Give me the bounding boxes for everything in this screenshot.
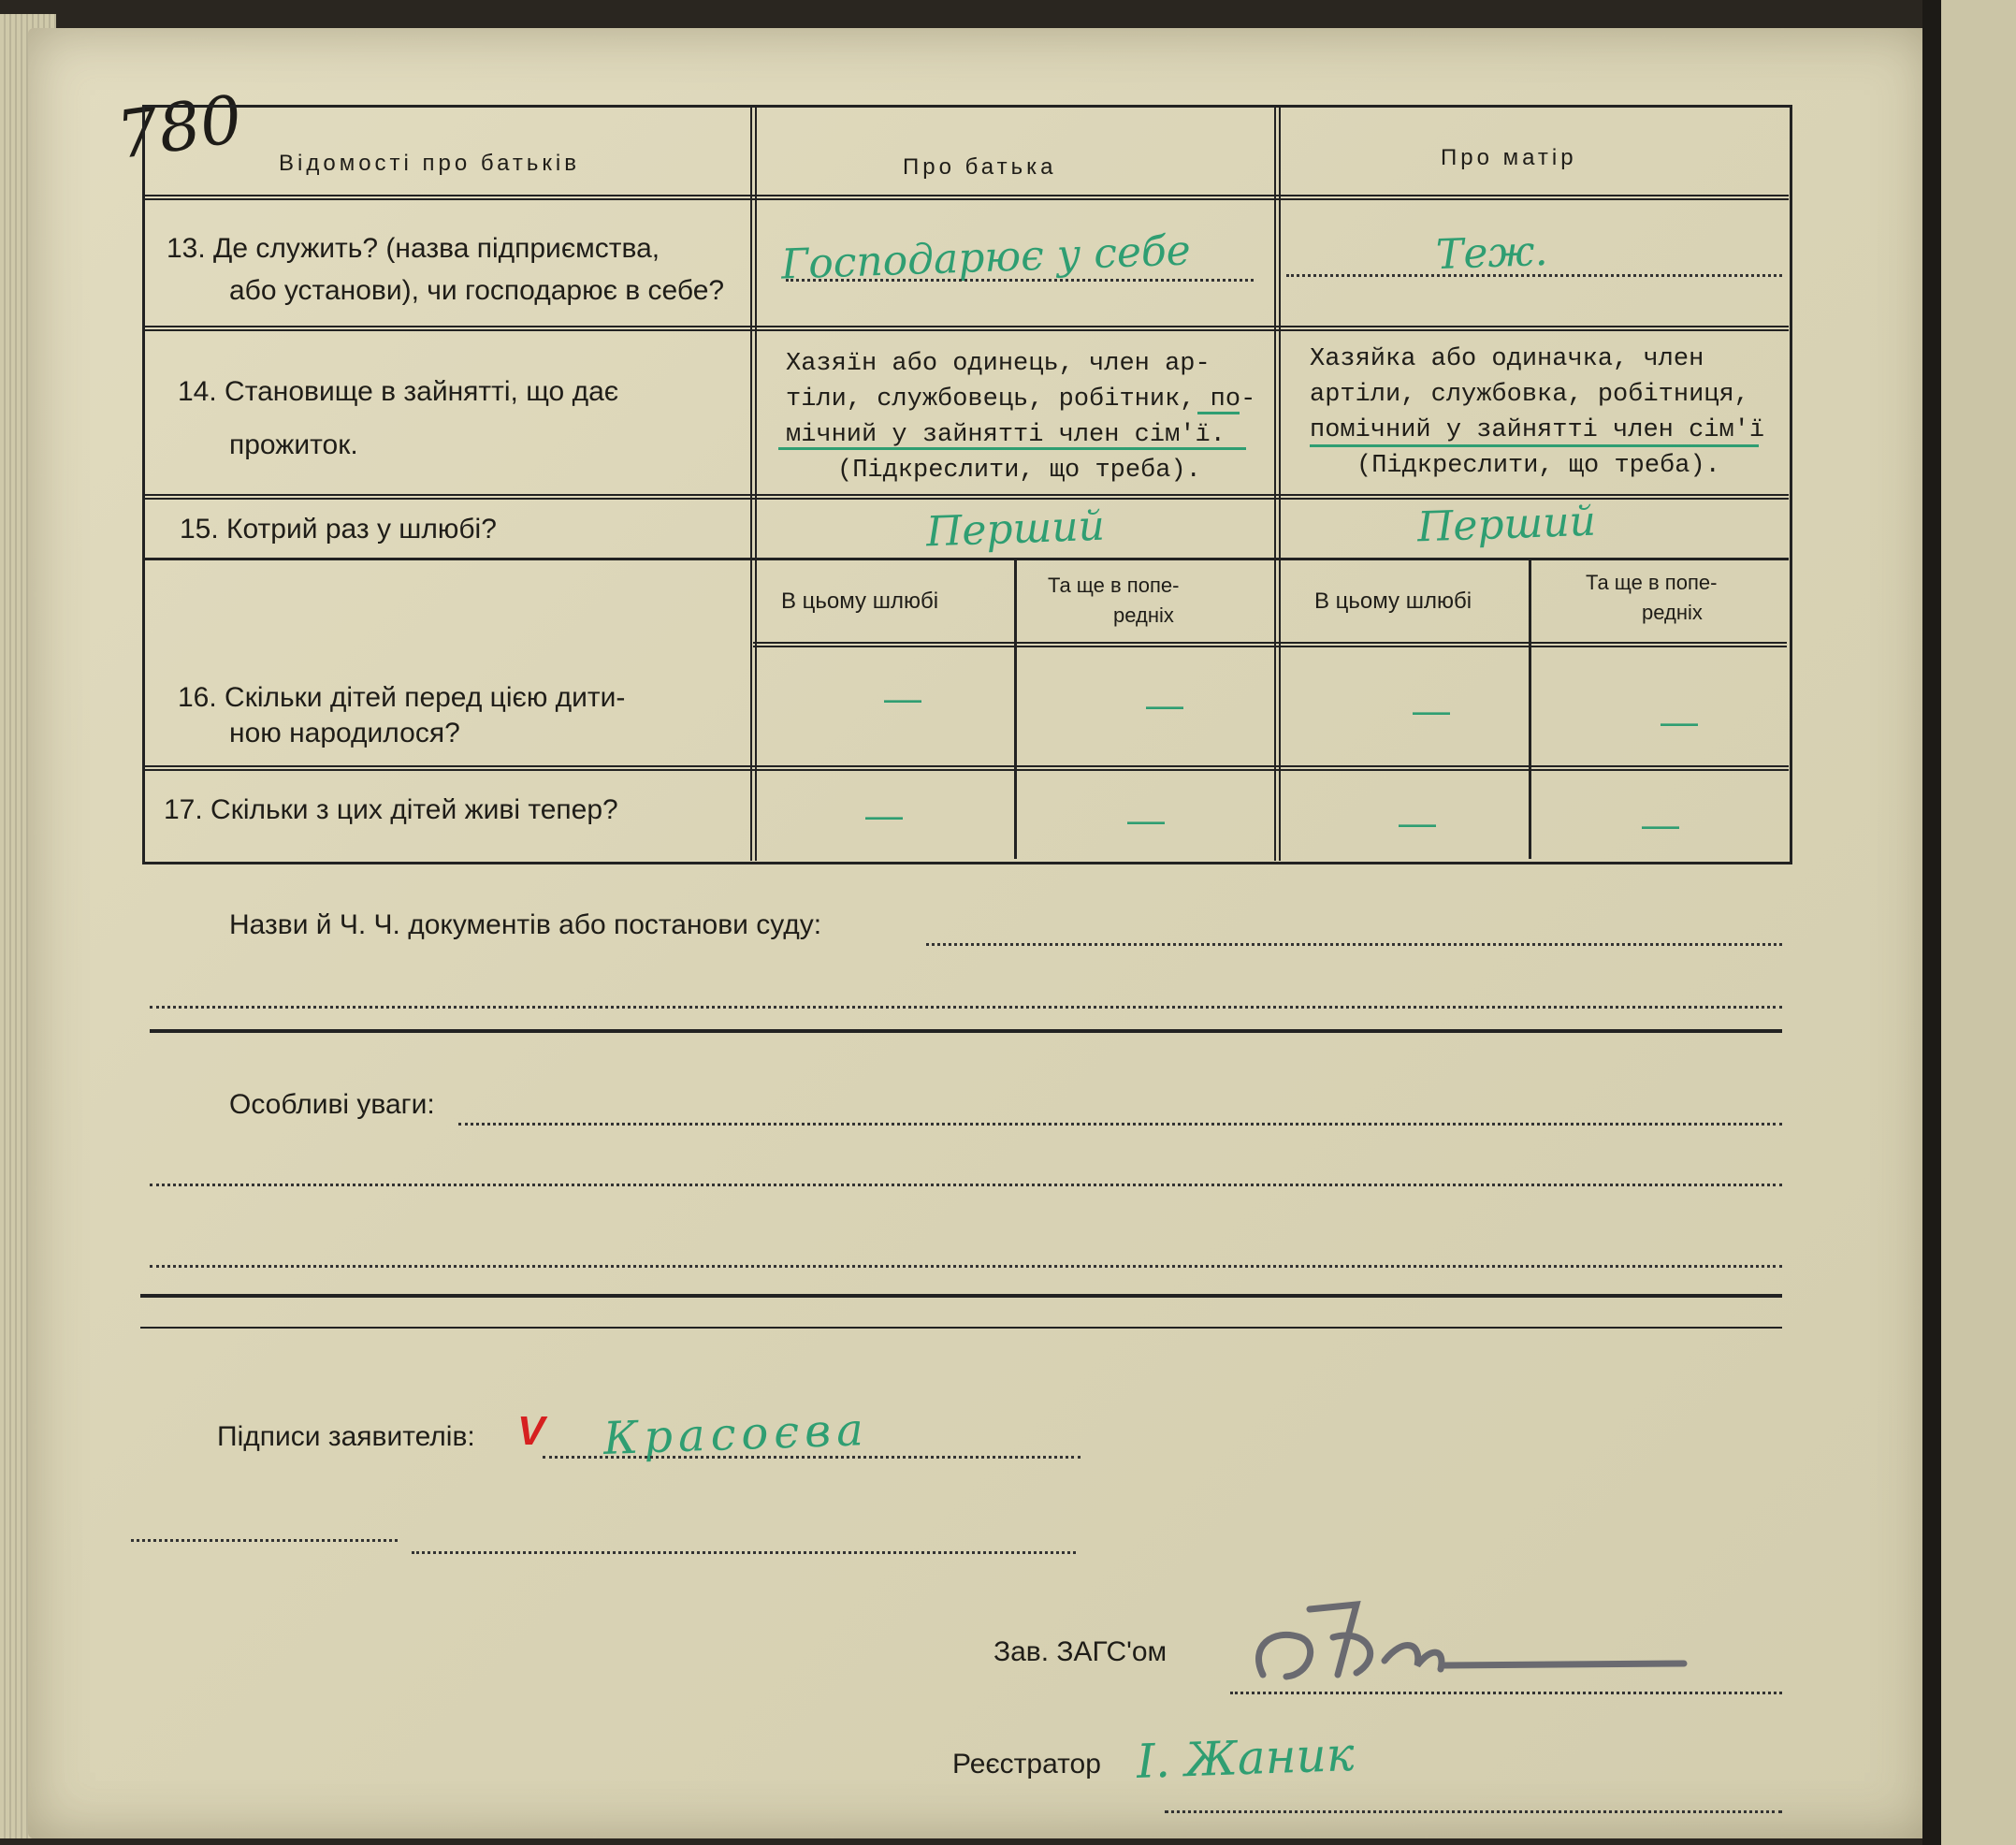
q14-mother-line1: Хазяйка або одиначка, член — [1310, 345, 1704, 373]
q16-father-previous-line2: редніх — [1113, 603, 1174, 627]
q14-father-line2: тіли, службовець, робітник, по- — [786, 385, 1256, 414]
q13-father-answer: Господарює у себе — [780, 226, 1192, 289]
q13-label-line2: або установи), чи господарює в себе? — [229, 275, 725, 306]
header-parents-info: Відомості про батьків — [279, 151, 580, 176]
registrar-signature-line — [1165, 1810, 1782, 1813]
notes-label: Особливі уваги: — [229, 1089, 435, 1120]
q17-answer-3: — — [1399, 803, 1436, 844]
subcol-divider-mother — [1529, 559, 1531, 859]
documents-line-1 — [926, 943, 1782, 946]
q17-answer-4: — — [1642, 805, 1679, 846]
q16-label-line1: 16. Скільки дітей перед цією дити- — [178, 682, 626, 713]
q16-mother-previous-line2: редніх — [1642, 601, 1703, 624]
page-number: 780 — [111, 80, 247, 174]
notes-line-2 — [150, 1184, 1782, 1186]
q14-mother-underline — [1310, 444, 1759, 447]
registrar-signature: І. Жаник — [1136, 1726, 1356, 1790]
q13-label-line1: 13. Де служить? (назва підприємства, — [167, 233, 660, 264]
q16-father-previous-line1: Та ще в попе- — [1048, 574, 1180, 597]
notes-separator-1 — [140, 1294, 1782, 1298]
applicants-signature-label: Підписи заявителів: — [217, 1421, 475, 1452]
q16-label-line2: ною народилося? — [229, 718, 460, 748]
q14-mother-line3: помічний у зайнятті член сім'ї — [1310, 416, 1765, 444]
header-mother: Про матір — [1441, 145, 1577, 170]
table-parent-divider — [1274, 108, 1281, 861]
q16-father-this-marriage: В цьому шлюбі — [781, 588, 939, 614]
row-divider-16-sub — [753, 642, 1787, 647]
q15-label: 15. Котрий раз у шлюбі? — [180, 514, 497, 545]
zags-head-label: Зав. ЗАГС'ом — [993, 1636, 1168, 1667]
header-father: Про батька — [903, 154, 1057, 180]
q16-answer-1: — — [884, 678, 921, 719]
q17-answer-2: — — [1127, 800, 1165, 841]
applicant-signature-line-1 — [543, 1456, 1081, 1459]
q14-father-underline-b — [778, 447, 1246, 450]
q17-answer-1: — — [865, 795, 903, 836]
q16-answer-3: — — [1413, 690, 1450, 732]
q14-father-underline-a — [1197, 412, 1240, 414]
applicant-signature-line-2b — [412, 1551, 1076, 1554]
notes-line-1 — [458, 1123, 1782, 1126]
applicant-red-mark: V — [517, 1408, 545, 1454]
applicant-signature: Красоєва — [602, 1403, 870, 1465]
q17-label: 17. Скільки з цих дітей живі тепер? — [164, 794, 618, 825]
q13-father-line — [786, 279, 1254, 282]
documents-separator — [150, 1029, 1782, 1033]
q16-mother-previous-line1: Та ще в попе- — [1586, 571, 1718, 594]
q16-answer-2: — — [1146, 685, 1183, 726]
table-label-divider — [750, 108, 757, 861]
q13-mother-answer: Теж. — [1435, 226, 1549, 280]
q13-mother-line — [1286, 274, 1782, 277]
notes-separator-2 — [140, 1327, 1782, 1329]
q14-father-line3: мічний у зайнятті член сім'ї. — [786, 421, 1226, 449]
q16-mother-this-marriage: В цьому шлюбі — [1314, 588, 1472, 614]
zags-head-signature — [1244, 1572, 1693, 1703]
q16-answer-4: — — [1661, 702, 1698, 743]
row-divider-15 — [145, 558, 1789, 560]
applicant-signature-line-2a — [131, 1539, 398, 1542]
registrar-label: Реєстратор — [952, 1749, 1101, 1780]
documents-line-2 — [150, 1006, 1782, 1009]
row-divider-13 — [145, 326, 1789, 331]
q14-label-line2: прожиток. — [229, 429, 358, 460]
q14-father-line1: Хазяїн або одинець, член ар- — [786, 350, 1211, 378]
q14-mother-line4: (Підкреслити, що треба). — [1356, 452, 1720, 480]
subcol-divider-father — [1014, 559, 1017, 859]
table-header-divider — [145, 195, 1789, 200]
q14-father-line4: (Підкреслити, що треба). — [837, 457, 1201, 485]
facing-page-edge — [1922, 0, 2016, 1845]
notes-line-3 — [150, 1265, 1782, 1268]
row-divider-16 — [145, 765, 1789, 771]
q14-mother-line2: артіли, службовка, робітниця, — [1310, 381, 1749, 409]
q15-mother-answer: Перший — [1416, 497, 1597, 552]
q14-label-line1: 14. Становище в зайнятті, що дає — [178, 376, 619, 407]
documents-label: Назви й Ч. Ч. документів або постанови суду: — [229, 909, 822, 940]
q15-father-answer: Перший — [925, 501, 1106, 557]
